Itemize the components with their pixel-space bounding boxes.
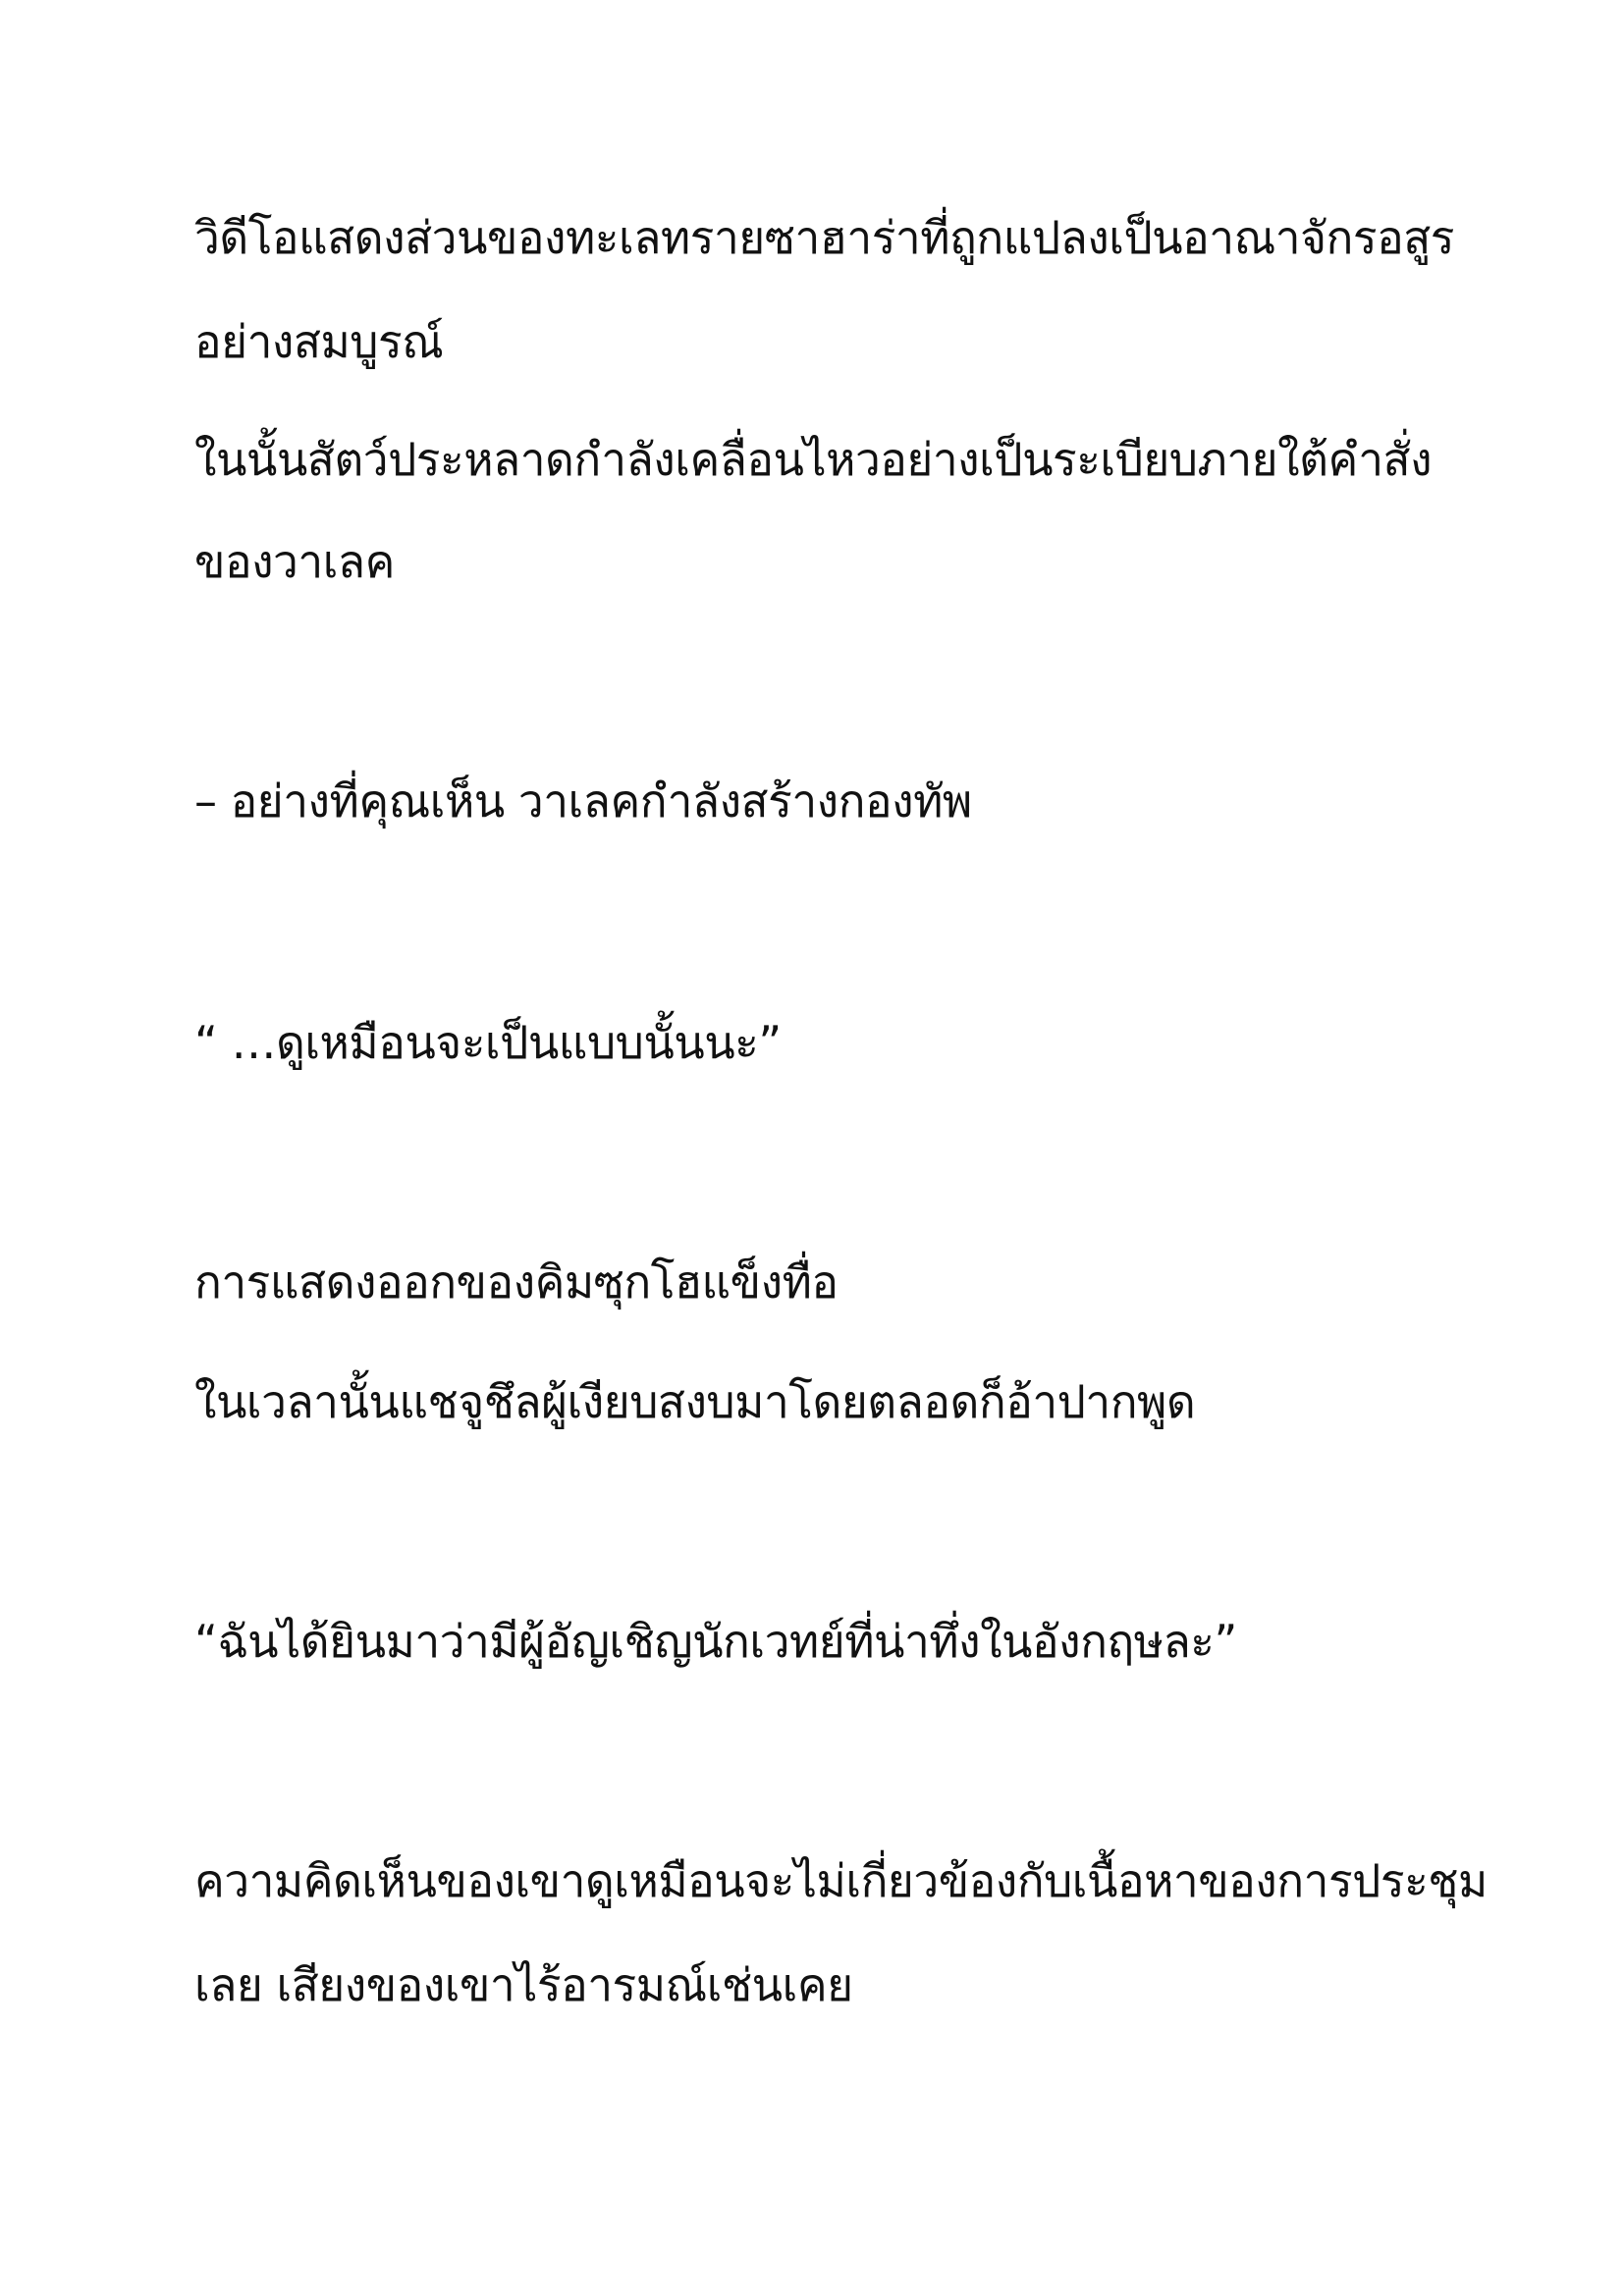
paragraph-line: ในนั้นสัตว์ประหลาดกำลังเคลื่อนไหวอย่างเป็นระเบียบภายใต้คำสั่ง bbox=[194, 433, 1433, 486]
paragraph-line: การแสดงออกของคิมซุกโฮแข็งทื่อ bbox=[194, 1255, 839, 1308]
paragraph-line: วิดีโอแสดงส่วนของทะเลทรายซาฮาร่าที่ถูกแปลงเป็นอาณาจักรอสูร bbox=[194, 211, 1455, 264]
paragraph-line: ความคิดเห็นของเขาดูเหมือนจะไม่เกี่ยวข้องกับเนื้อหาของการประชุม bbox=[194, 1854, 1488, 1907]
paragraph-line: เลย เสียงของเขาไร้อารมณ์เช่นเคย bbox=[194, 1958, 853, 2011]
dialogue-line: “ …ดูเหมือนจะเป็นแบบนั้นนะ” bbox=[194, 1016, 782, 1069]
dialogue-line: “ฉันได้ยินมาว่ามีผู้อัญเชิญนักเวทย์ที่น่าทึ่งในอังกฤษละ” bbox=[194, 1615, 1237, 1668]
paragraph-line: ในเวลานั้นแชจูชึลผู้เงียบสงบมาโดยตลอดก็อ้าปากพูด bbox=[194, 1375, 1196, 1428]
dialogue-line: – อย่างที่คุณเห็น วาเลคกำลังสร้างกองทัพ bbox=[194, 774, 972, 828]
paragraph-line: อย่างสมบูรณ์ bbox=[194, 315, 444, 368]
paragraph-line: ของวาเลค bbox=[194, 535, 395, 588]
